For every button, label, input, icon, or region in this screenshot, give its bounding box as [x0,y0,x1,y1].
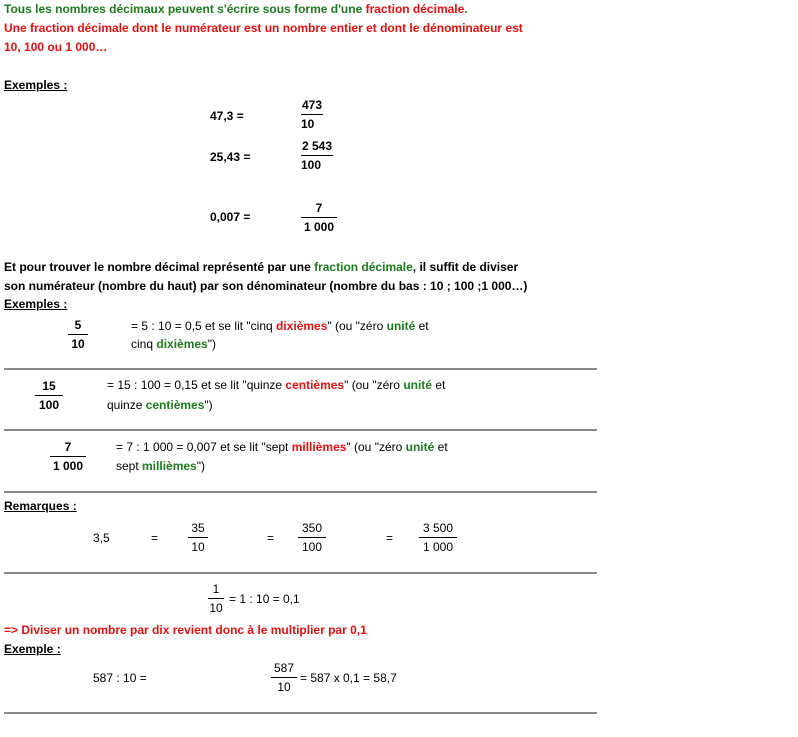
reading-text: cinq [131,337,157,351]
fraction-denominator: 10 [71,337,85,351]
reading-text: = 15 : 100 = 0,15 et se lit "quinze [107,378,286,392]
separator-1 [4,368,597,370]
fraction-denominator: 10 [277,680,291,694]
fraction-denominator: 100 [301,158,322,172]
examples-heading-2: Exemples : [4,297,68,311]
example3-rhs: = 587 x 0,1 = 58,7 [300,671,397,685]
remarks-heading: Remarques : [4,499,77,513]
remark-value: 3,5 [93,531,110,545]
intro-line-1-end: . [464,2,468,16]
reading-7-1000-line-1 [116,438,448,457]
example-fraction-1 [301,99,323,131]
reading-text: ") [207,337,216,351]
reading-text: ") [196,459,205,473]
dixiemes-term-green: dixièmes [156,337,208,351]
milliemes-term: millièmes [291,440,347,454]
separator-5 [4,712,597,714]
reading-text: et [434,440,448,454]
reading-7-1000-line-2 [116,457,205,476]
reading-text: et [415,319,429,333]
reading-text: " (ou "zéro [344,378,404,392]
centiemes-term-green: centièmes [145,398,205,412]
remark-fraction-35-10 [188,522,208,554]
fraction-numerator: 1 [208,583,224,599]
fraction-1-10 [208,583,224,615]
example-lhs-1: 47,3 = [210,109,244,123]
separator-3 [4,491,597,493]
milliemes-term-green: millièmes [142,459,197,473]
centiemes-term: centièmes [285,378,345,392]
example-heading-3: Exemple : [4,642,61,656]
one-tenth-equation: = 1 : 10 = 0,1 [229,592,300,606]
unite-term: unité [405,440,435,454]
equals-sign-1: = [151,531,159,545]
reading-text: " (ou "zéro [327,319,387,333]
equals-sign-2: = [267,531,275,545]
method-line-1-text: Et pour trouver le nombre décimal représenté par une [4,260,315,274]
fraction-numerator: 15 [35,380,63,396]
reading-5-10-line-1 [131,317,429,336]
example-fraction-2 [301,140,333,172]
fraction-587-10 [271,662,297,694]
method-line-2: son numérateur (nombre du haut) par son dénominateur (nombre du bas : 10 ; 100 ;1 000…) [4,279,528,293]
fraction-7-1000 [50,441,86,473]
fraction-numerator: 7 [301,202,337,218]
separator-4 [4,572,597,574]
reading-text: et [431,378,446,392]
fraction-numerator: 35 [188,522,208,538]
fraction-numerator: 5 [68,319,88,335]
unite-term: unité [386,319,416,333]
fraction-decimale-term-2: fraction décimale [314,260,413,274]
equals-sign-3: = [386,531,394,545]
method-line-1 [4,260,518,274]
reading-15-100-line-1 [107,376,445,395]
reading-text: " (ou "zéro [346,440,406,454]
examples-heading-1: Exemples : [4,78,68,92]
fraction-numerator: 3 500 [419,522,457,538]
unite-term: unité [403,378,432,392]
reading-text: sept [116,459,143,473]
fraction-denominator: 10 [209,601,223,615]
example-fraction-3 [301,202,337,234]
reading-15-100-line-2 [107,396,213,415]
intro-line-1-text: Tous les nombres décimaux peuvent s'écrire sous forme d'une [4,2,366,16]
reading-text: quinze [107,398,146,412]
intro-line-3: 10, 100 ou 1 000… [4,40,108,54]
fraction-15-100 [35,380,63,412]
method-line-1-end: , il suffit de diviser [412,260,519,274]
fraction-denominator: 10 [301,117,315,131]
example-lhs-2: 25,43 = [210,150,251,164]
reading-text: = 7 : 1 000 = 0,007 et se lit "sept [116,440,292,454]
dixiemes-term: dixièmes [276,319,328,333]
remark-fraction-3500-1000 [419,522,457,554]
fraction-5-10 [68,319,88,351]
remark-fraction-350-100 [298,522,326,554]
reading-text: ") [204,398,213,412]
fraction-decimale-term: fraction décimale [365,2,465,16]
fraction-numerator: 587 [271,662,297,678]
fraction-denominator: 100 [301,540,323,554]
fraction-denominator: 1 000 [52,459,84,473]
fraction-numerator: 473 [301,99,323,115]
fraction-numerator: 350 [298,522,326,538]
example-lhs-3: 0,007 = [210,210,251,224]
fraction-denominator: 10 [191,540,205,554]
reading-text: = 5 : 10 = 0,5 et se lit "cinq [131,319,277,333]
fraction-numerator: 2 543 [301,140,333,156]
fraction-denominator: 1 000 [303,220,335,234]
fraction-numerator: 7 [50,441,86,457]
separator-2 [4,429,597,431]
fraction-denominator: 100 [38,398,60,412]
fraction-denominator: 1 000 [422,540,454,554]
intro-line-2: Une fraction décimale dont le numérateur est un nombre entier et dont le dénominateur est [4,21,523,35]
reading-5-10-line-2 [131,335,216,354]
example3-lhs: 587 : 10 = [93,671,147,685]
conclusion-text: => Diviser un nombre par dix revient donc à le multiplier par 0,1 [4,623,367,637]
intro-line-1 [4,2,468,16]
